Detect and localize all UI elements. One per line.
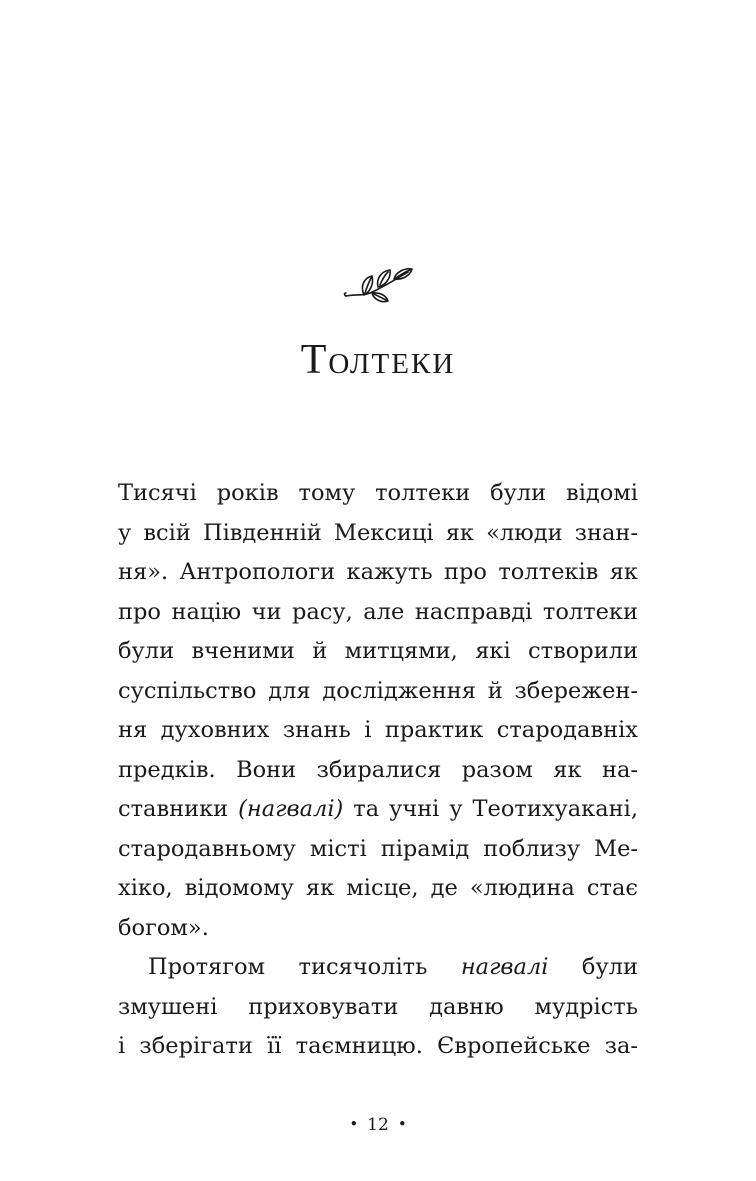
italic-term: (нагвалі) bbox=[238, 796, 344, 822]
text-line: суспільство для дослідження й збережен- bbox=[118, 677, 638, 704]
body-text bbox=[118, 474, 638, 1067]
text-line: і зберігати її таємницю. Європейське за- bbox=[118, 1033, 638, 1059]
text-fragment: Протягом тисячоліть bbox=[148, 954, 461, 980]
text-fragment: були bbox=[548, 954, 639, 980]
text-fragment: та учні у Теотихуакані, bbox=[343, 796, 638, 822]
bullet-left: • bbox=[349, 1115, 359, 1133]
text-line: Тисячі років тому толтеки були відомі bbox=[118, 480, 638, 506]
paragraph-1 bbox=[118, 474, 638, 948]
italic-term: нагвалі bbox=[460, 954, 549, 980]
text-line: були вченими й митцями, які створили bbox=[118, 638, 638, 664]
paragraph-2 bbox=[118, 948, 638, 1067]
text-line: змушені приховувати давню мудрість bbox=[118, 993, 638, 1020]
text-line: у всій Південній Мексиці як «люди знан- bbox=[118, 519, 638, 546]
text-line: богом». bbox=[118, 914, 209, 941]
text-line: предків. Вони збиралися разом як на- bbox=[118, 756, 638, 783]
page-number: 12 bbox=[367, 1115, 389, 1135]
text-line: ня духовних знань і практик стародавніх bbox=[118, 717, 638, 743]
text-fragment: ставники bbox=[118, 796, 239, 822]
leaf-branch-icon bbox=[342, 266, 414, 306]
text-line: про націю чи расу, але насправді толтеки bbox=[118, 598, 638, 625]
text-line: стародавньому місті пірамід поблизу Ме- bbox=[118, 835, 638, 862]
page-number-footer bbox=[0, 1112, 756, 1137]
chapter-title: Толтеки bbox=[300, 337, 456, 383]
text-line: хіко, відомому як місце, де «людина стає bbox=[118, 875, 638, 901]
bullet-right: • bbox=[397, 1115, 407, 1133]
text-line bbox=[118, 948, 638, 988]
text-line: ня». Антропологи кажуть про толтеків як bbox=[118, 559, 638, 585]
text-line bbox=[118, 790, 638, 830]
